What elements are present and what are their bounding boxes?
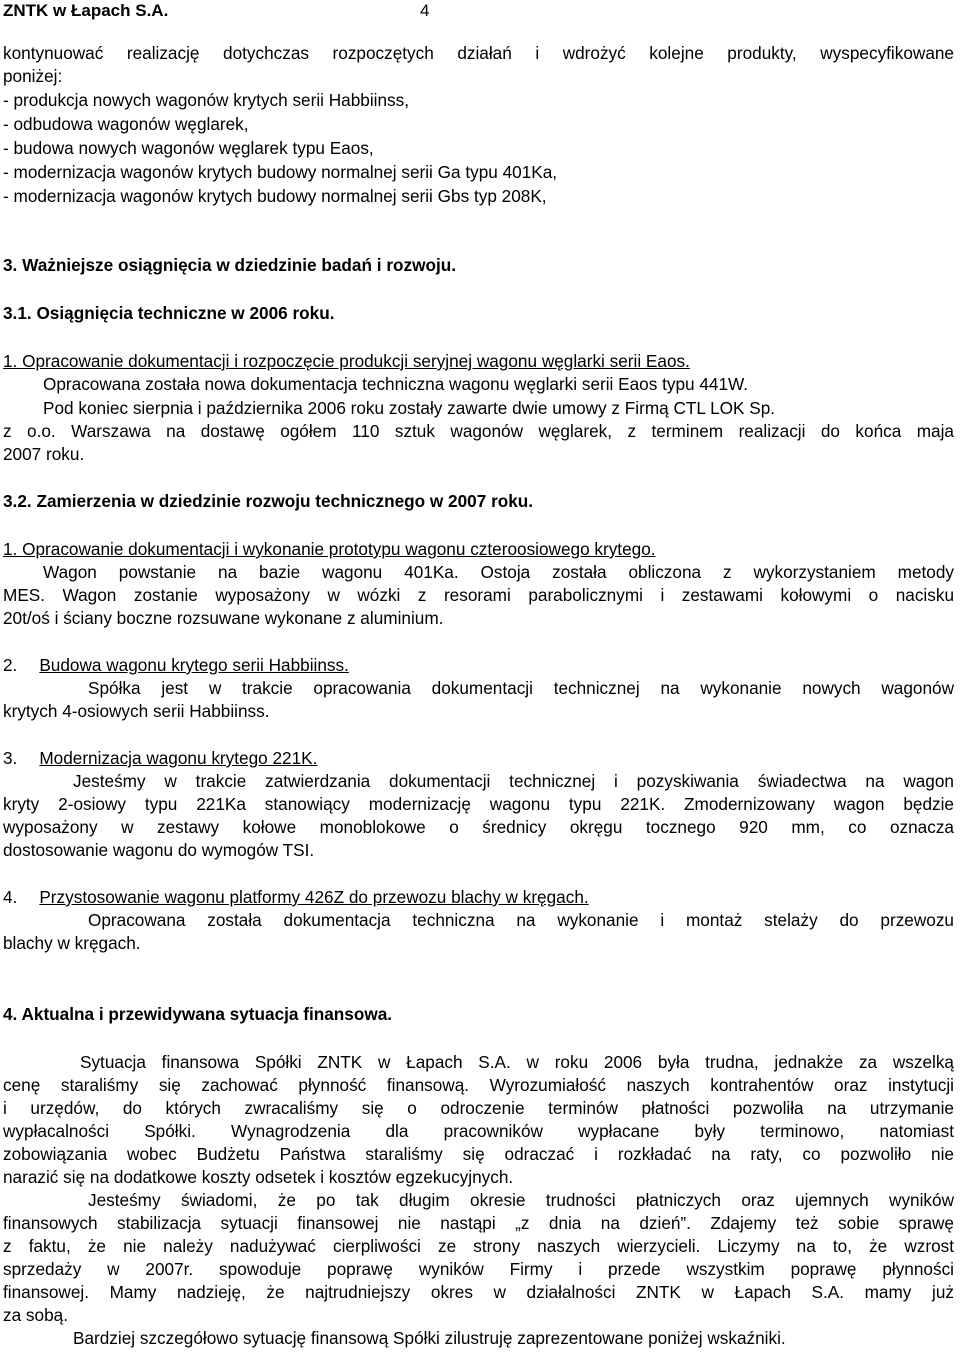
item-1-line: 2007 roku.: [3, 444, 85, 464]
plan-4-title-row: [3, 886, 954, 908]
item-1-title: 1. Opracowanie dokumentacji i rozpoczęcie produkcji seryjnej wagonu węglarki serii Eaos.: [3, 351, 690, 371]
para-2-line: sprzedaży w 2007r. spowoduje poprawę wyników Firmy i przede wszystkim poprawę płynności: [3, 1259, 954, 1279]
para-1-line: Sytuacja finansowa Spółki ZNTK w Łapach S.A. w roku 2006 była trudna, jednakże za wszelką: [80, 1052, 954, 1072]
intro-list-item: - modernizacja wagonów krytych budowy normalnej serii Gbs typ 208K,: [3, 186, 547, 206]
plan-2-title: Budowa wagonu krytego serii Habbiinss.: [39, 655, 349, 675]
page-number: 4: [420, 1, 430, 20]
plan-1-line: Wagon powstanie na bazie wagonu 401Ka. Ostoja została obliczona z wykorzystaniem metody: [43, 562, 954, 582]
plan-1-line: MES. Wagon zostanie wyposażony w wózki z resorami parabolicznymi i zestawami kołowymi o nacisku: [3, 585, 954, 605]
para-2-line: za sobą.: [3, 1305, 68, 1325]
header-company: ZNTK w Łapach S.A.: [3, 1, 169, 20]
plan-3-title: Modernizacja wagonu krytego 221K.: [39, 748, 318, 768]
intro-line: poniżej:: [3, 66, 63, 86]
plan-2-number: 2.: [3, 655, 18, 675]
item-1-line: Opracowana została nowa dokumentacja techniczna wagonu węglarki serii Eaos typu 441W.: [43, 374, 749, 394]
para-1-line: zobowiązania wobec Budżetu Państwa staraliśmy się odraczać i rozkładać na raty, co pozwoliło nie: [3, 1144, 954, 1164]
plan-2-line: krytych 4-osiowych serii Habbiinss.: [3, 701, 270, 721]
para-1-line: wypłacalności Spółki. Wynagrodzenia dla pracowników wypłacane były terminowo, natomiast: [3, 1121, 954, 1141]
plan-4-line: blachy w kręgach.: [3, 933, 141, 953]
intro-line: kontynuować realizację dotychczas rozpoczętych działań i wdrożyć kolejne produkty, wyspecyfikowane: [3, 43, 954, 63]
item-1-line: z o.o. Warszawa na dostawę ogółem 110 sztuk wagonów węglarek, z terminem realizacji do końca maja: [3, 421, 954, 441]
plan-2-line: Spółka jest w trakcie opracowania dokumentacji technicznej na wykonanie nowych wagonów: [88, 678, 954, 698]
para-2-line: Jesteśmy świadomi, że po tak długim okresie trudności płatniczych oraz ujemnych wyników: [88, 1190, 954, 1210]
para-1-line: i urzędów, do których zwracaliśmy się o odroczenie terminów płatności pozwoliła na utrzymanie: [3, 1098, 954, 1118]
plan-3-number: 3.: [3, 748, 18, 768]
plan-4-line: Opracowana została dokumentacja techniczna na wykonanie i montaż stelaży do przewozu: [88, 910, 954, 930]
plan-3-title-row: [3, 747, 954, 769]
plan-1-title: 1. Opracowanie dokumentacji i wykonanie prototypu wagonu czteroosiowego krytego.: [3, 539, 656, 559]
intro-list-item: - produkcja nowych wagonów krytych serii Habbiinss,: [3, 90, 409, 110]
intro-list-item: - budowa nowych wagonów węglarek typu Eaos,: [3, 138, 374, 158]
plan-3-line: dostosowanie wagonu do wymogów TSI.: [3, 840, 315, 860]
plan-4-number: 4.: [3, 887, 18, 907]
section-4-heading: 4. Aktualna i przewidywana sytuacja finansowa.: [3, 1004, 393, 1024]
section-3-1-heading: 3.1. Osiągnięcia techniczne w 2006 roku.: [3, 303, 335, 323]
intro-list-item: - odbudowa wagonów węglarek,: [3, 114, 249, 134]
para-1-line: narazić się na dodatkowe koszty odsetek i kosztów egzekucyjnych.: [3, 1167, 514, 1187]
para-2-line: finansowej. Mamy nadzieję, że najtrudniejszy okres w działalności ZNTK w Łapach S.A. mamy już: [3, 1282, 954, 1302]
section-3-2-heading: 3.2. Zamierzenia w dziedzinie rozwoju technicznego w 2007 roku.: [3, 491, 534, 511]
intro-list-item: - modernizacja wagonów krytych budowy normalnej serii Ga typu 401Ka,: [3, 162, 558, 182]
item-1-line: Pod koniec sierpnia i października 2006 roku zostały zawarte dwie umowy z Firmą CTL LOK Sp.: [43, 398, 776, 418]
para-2-line: finansowych stabilizacja sytuacji finansowej nie nastąpi „z dnia na dzień”. Zdajemy też sobie sprawę: [3, 1213, 954, 1233]
para-3-line: Bardziej szczegółowo sytuację finansową Spółki zilustruję zaprezentowane poniżej wskaźniki.: [73, 1328, 786, 1348]
section-3-heading: 3. Ważniejsze osiągnięcia w dziedzinie badań i rozwoju.: [3, 255, 457, 275]
plan-3-line: wyposażony w zestawy kołowe monoblokowe o średnicy okręgu tocznego 920 mm, co oznacza: [3, 817, 954, 837]
plan-4-title: Przystosowanie wagonu platformy 426Z do przewozu blachy w kręgach.: [39, 887, 589, 907]
plan-2-title-row: [3, 654, 954, 676]
plan-1-line: 20t/oś i ściany boczne rozsuwane wykonane z aluminium.: [3, 608, 444, 628]
plan-3-line: kryty 2-osiowy typu 221Ka stanowiący modernizację wagonu typu 221K. Zmodernizowany wagon będzie: [3, 794, 954, 814]
para-2-line: z faktu, że nie należy nadużywać cierpliwości ze strony naszych wierzycieli. Liczymy na to, że wzrost: [3, 1236, 954, 1256]
para-1-line: cenę staraliśmy się zachować płynność finansową. Wyrozumiałość naszych kontrahentów oraz instytucji: [3, 1075, 954, 1095]
plan-3-line: Jesteśmy w trakcie zatwierdzania dokumentacji technicznej i pozyskiwania świadectwa na wagon: [73, 771, 954, 791]
